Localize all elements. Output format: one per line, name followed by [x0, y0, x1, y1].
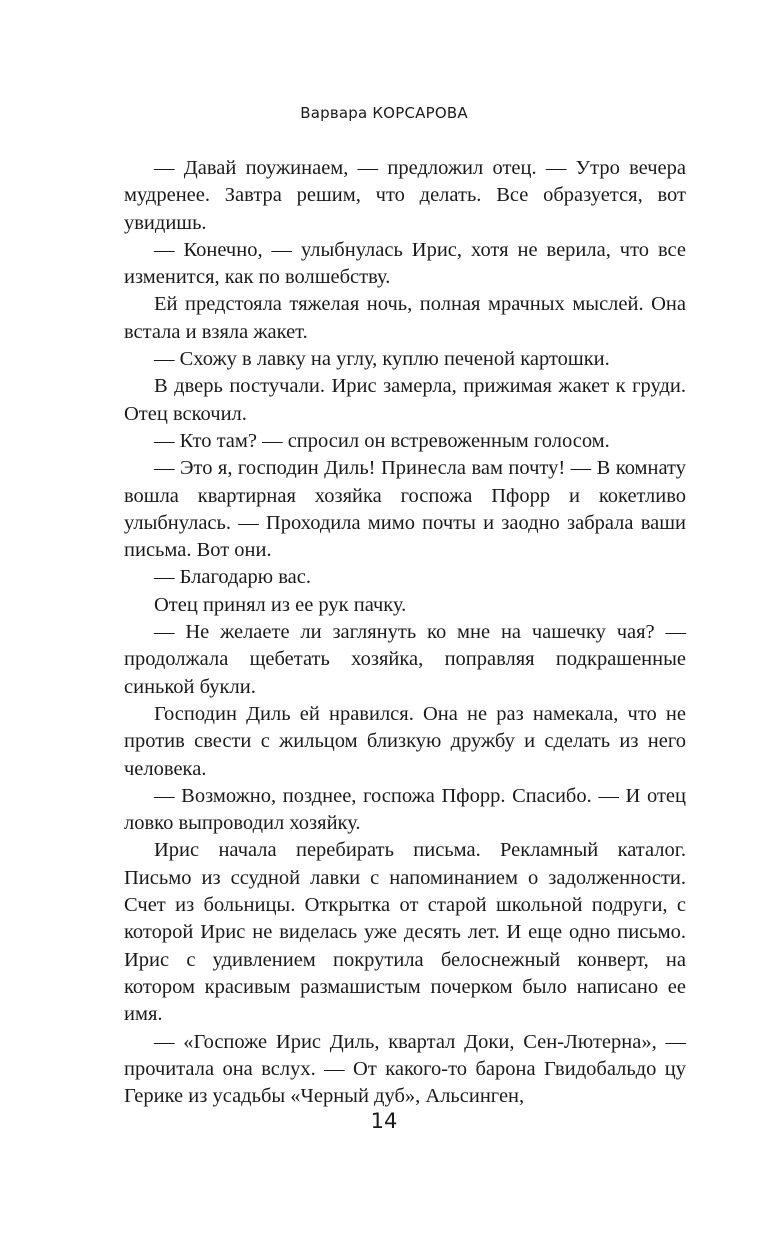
paragraph: Ирис начала перебирать письма. Рекламный каталог. Письмо из ссудной лавки с напоминанием о задолженности. Счет из больницы. Открытка от старой школьной подруги, с которой Ирис не виделась уже десять лет. И еще одно письмо. Ирис с удивлением покрутила белоснежный конверт, на котором красивым размашистым почерком было написано ее имя.: [124, 839, 686, 1026]
paragraph: — «Госпоже Ирис Диль, квартал Доки, Сен-Лютерна», — прочитала она вслух. — От какого-то барона Гвидобальдо цу Герике из усадьбы «Черный дуб», Альсинген,: [124, 1030, 686, 1108]
body-text: [124, 155, 686, 1110]
paragraph: Ей предстояла тяжелая ночь, полная мрачных мыслей. Она встала и взяла жакет.: [124, 293, 686, 343]
page-number: 14: [370, 1109, 398, 1133]
paragraph: Отец принял из ее рук пачку.: [154, 593, 407, 616]
paragraph: — Возможно, позднее, госпожа Пфорр. Спасибо. — И отец ловко выпроводил хозяйку.: [124, 784, 686, 835]
paragraph: — Кто там? — спросил он встревоженным голосом.: [154, 429, 610, 452]
paragraph: — Давай поужинаем, — предложил отец. — Утро вечера мудренее. Завтра решим, что делать. Все образуется, вот увидишь.: [124, 157, 686, 234]
paragraph: — Не желаете ли заглянуть ко мне на чашечку чая? — продолжала щебетать хозяйка, поправляя подкрашенные синькой букли.: [124, 621, 686, 698]
paragraph: В дверь постучали. Ирис замерла, прижимая жакет к груди. Отец вскочил.: [124, 375, 686, 425]
paragraph: Господин Диль ей нравился. Она не раз намекала, что не против свести с жильцом близкую дружбу и сделать из него человека.: [124, 702, 686, 780]
paragraph: — Схожу в лавку на углу, куплю печеной картошки.: [154, 348, 610, 371]
paragraph: — Благодарю вас.: [154, 566, 311, 589]
running-header-author: Варвара КОРСАРОВА: [300, 104, 468, 122]
paragraph: — Конечно, — улыбнулась Ирис, хотя не верила, что все изменится, как по волшебству.: [124, 238, 686, 289]
paragraph: — Это я, господин Диль! Принесла вам почту! — В комнату вошла квартирная хозяйка госпожа Пфорр и кокетливо улыбнулась. — Проходила мимо почты и заодно забрала ваши письма. Вот они.: [124, 457, 686, 562]
